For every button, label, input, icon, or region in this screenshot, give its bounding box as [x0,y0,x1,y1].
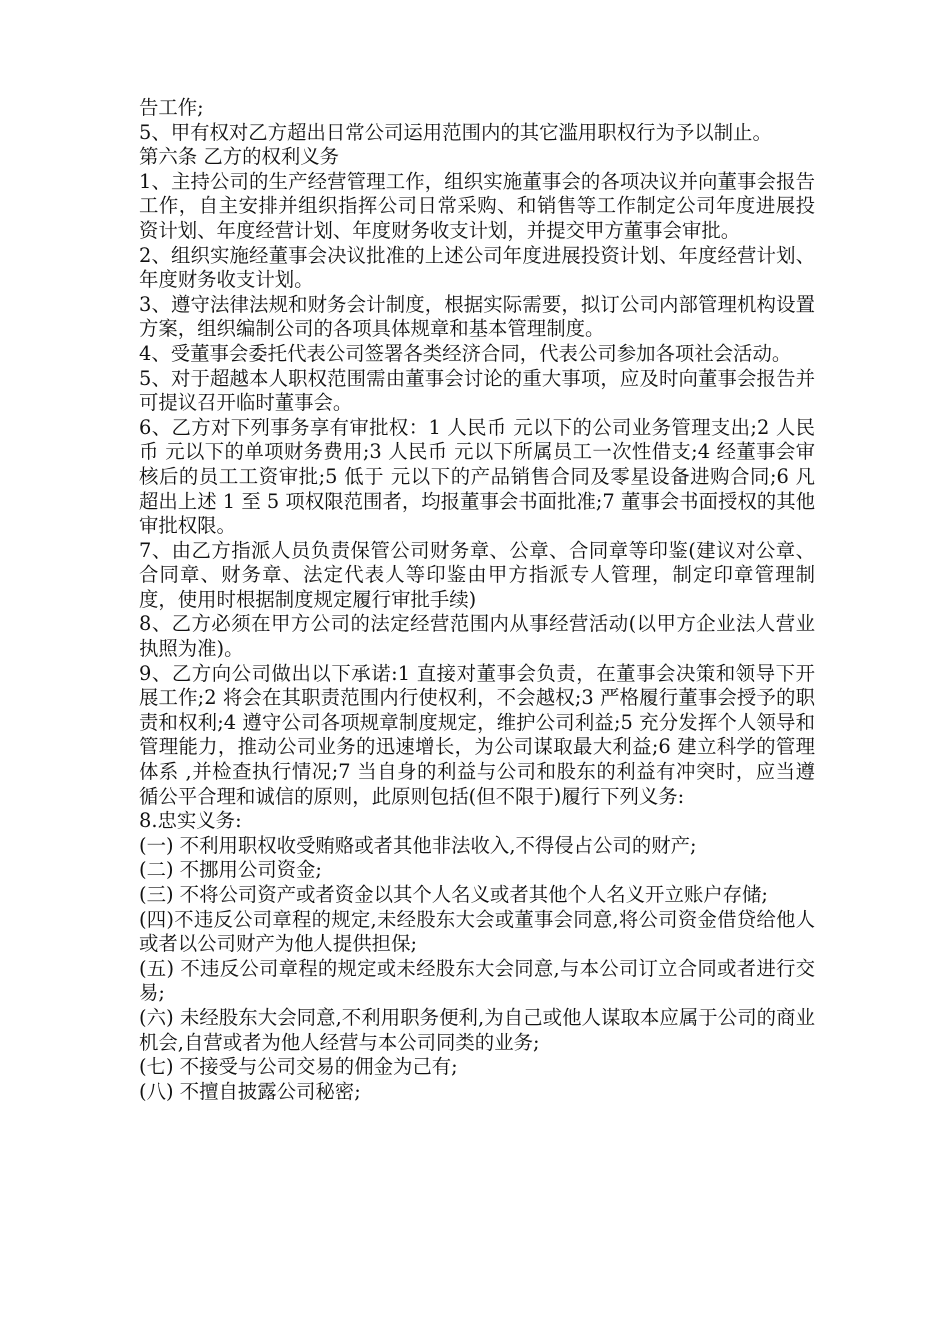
paragraph-duty-8: 8、乙方必须在甲方公司的法定经营范围内从事经营活动(以甲方企业法人营业执照为准)。 [139,612,815,661]
paragraph-duty-4: 4、受董事会委托代表公司签署各类经济合同，代表公司参加各项社会活动。 [139,341,792,365]
paragraph-duty-3: 3、遵守法律法规和财务会计制度，根据实际需要，拟订公司内部管理机构设置方案，组织编制公司的各项具体规章和基本管理制度。 [139,292,815,341]
paragraph-loyalty-4: (四)不违反公司章程的规定,未经股东大会或董事会同意,将公司资金借贷给他人或者以公司财产为他人提供担保; [139,907,815,956]
paragraph-duty-7: 7、由乙方指派人员负责保管公司财务章、公章、合同章等印鉴(建议对公章、合同章、财务章、法定代表人等印鉴由甲方指派专人管理，制定印章管理制度，使用时根据制度规定履行审批手续) [139,538,815,611]
paragraph-item-5: 5、甲有权对乙方超出日常公司运用范围内的其它滥用职权行为予以制止。 [139,120,772,144]
paragraph-duty-1: 1、主持公司的生产经营管理工作，组织实施董事会的各项决议并向董事会报告工作，自主安排并组织指挥公司日常采购、和销售等工作制定公司年度进展投资计划、年度经营计划、年度财务收支计划，并提交甲方董事会审批。 [139,169,815,242]
paragraph-loyalty-6: (六) 未经股东大会同意,不利用职务便利,为自己或他人谋取本应属于公司的商业机会,自营或者为他人经营与本公司同类的业务; [139,1005,815,1054]
section-heading-article-6: 第六条 乙方的权利义务 [139,145,340,169]
paragraph-duty-2: 2、组织实施经董事会决议批准的上述公司年度进展投资计划、年度经营计划、年度财务收支计划。 [139,243,815,292]
paragraph-duty-5: 5、对于超越本人职权范围需由董事会讨论的重大事项，应及时向董事会报告并可提议召开临时董事会。 [139,366,815,415]
paragraph-loyalty-heading: 8.忠实义务: [139,809,242,833]
paragraph-loyalty-1: (一) 不利用职权收受贿赂或者其他非法收入,不得侵占公司的财产; [139,833,697,857]
paragraph-duty-9: 9、乙方向公司做出以下承诺:1 直接对董事会负责，在董事会决策和领导下开展工作;2 将会在其职责范围内行使权利，不会越权;3 严格履行董事会授予的职责和权利;4 遵守公司各项规章制度规定，维护公司利益;5 充分发挥个人领导和管理能力，推动公司业务的迅速增长，为公司谋取最大利益;6 建立科学的管理体系 ,并检查执行情况;7 当自身的利益与公司和股东的利益有冲突时，应当遵循公平合理和诚信的原则，此原则包括(但不限于)履行下列义务: [139,661,815,808]
paragraph-continuation: 告工作; [139,96,204,119]
paragraph-loyalty-7: (七) 不接受与公司交易的佣金为己有; [139,1055,458,1079]
paragraph-loyalty-8: (八) 不擅自披露公司秘密; [139,1079,361,1103]
paragraph-loyalty-5: (五) 不违反公司章程的规定或未经股东大会同意,与本公司订立合同或者进行交易; [139,956,815,1005]
paragraph-duty-6: 6、乙方对下列事务享有审批权：1 人民币 元以下的公司业务管理支出;2 人民币 元以下的单项财务费用;3 人民币 元以下所属员工一次性借支;4 经董事会审核后的员工工资审批;5 低于 元以下的产品销售合同及零星设备进购合同;6 凡超出上述 1 至 5 项权限范围者，均报董事会书面批准;7 董事会书面授权的其他审批权限。 [139,415,815,538]
paragraph-loyalty-3: (三) 不将公司资产或者资金以其个人名义或者其他个人名义开立账户存储; [139,883,768,906]
document-body [139,96,815,1104]
paragraph-loyalty-2: (二) 不挪用公司资金; [139,858,322,882]
